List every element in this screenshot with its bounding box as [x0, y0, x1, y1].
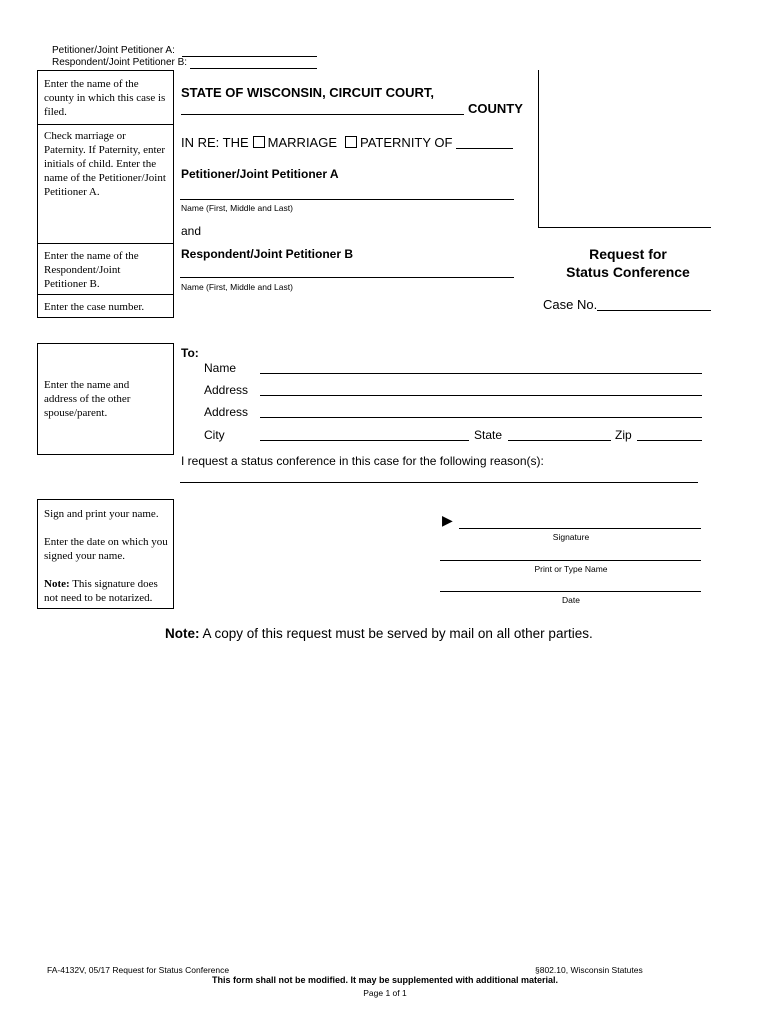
- caption-divider-vertical: [538, 70, 539, 228]
- petitioner-header-field[interactable]: [182, 56, 317, 57]
- court-heading: STATE OF WISCONSIN, CIRCUIT COURT,: [181, 85, 435, 100]
- footer-form-id: FA-4132V, 05/17 Request for Status Conference: [47, 965, 230, 975]
- instruction-date: Enter the date on which you signed your name.: [44, 536, 168, 562]
- recipient-address-field-2[interactable]: [260, 417, 702, 418]
- recipient-address-field-1[interactable]: [260, 395, 702, 396]
- city-label: City: [204, 428, 225, 442]
- address-label-2: Address: [204, 405, 249, 419]
- print-name-field[interactable]: [440, 560, 701, 561]
- county-label: COUNTY: [468, 101, 523, 116]
- form-title: [540, 245, 716, 281]
- to-label: To:: [181, 346, 199, 360]
- signature-arrow-icon: ▶: [442, 512, 453, 528]
- respondent-name-field[interactable]: [180, 277, 514, 278]
- respondent-label: Respondent/Joint Petitioner B: [181, 247, 354, 261]
- paternity-checkbox[interactable]: [345, 136, 357, 148]
- recipient-city-field[interactable]: [260, 440, 469, 441]
- signature-label: Signature: [552, 532, 590, 542]
- in-re-label: IN RE: THE: [181, 135, 249, 150]
- marriage-label: MARRIAGE: [267, 135, 338, 150]
- service-note-label: Note:: [165, 626, 200, 641]
- service-note: [165, 626, 593, 641]
- footer-notice: This form shall not be modified. It may be supplemented with additional material.: [211, 975, 559, 985]
- instruction-note-text: This signature does not need to be notarized.: [44, 578, 158, 604]
- respondent-name-hint: Name (First, Middle and Last): [181, 282, 293, 292]
- form-title-line1: Request for: [589, 246, 667, 262]
- name-label: Name: [204, 361, 237, 375]
- address-label-1: Address: [204, 383, 249, 397]
- caption-divider-horizontal: [538, 227, 711, 228]
- case-no-label: Case No.: [543, 297, 598, 312]
- recipient-state-field[interactable]: [508, 440, 611, 441]
- zip-label: Zip: [615, 428, 632, 442]
- instruction-other-spouse: Enter the name and address of the other spouse/parent.: [44, 379, 131, 419]
- instruction-note-label: Note:: [44, 578, 70, 590]
- service-note-text: A copy of this request must be served by mail on all other parties.: [199, 626, 593, 641]
- footer-statute: §802.10, Wisconsin Statutes: [535, 965, 643, 975]
- petitioner-name-field[interactable]: [180, 199, 514, 200]
- instruction-notarize: [44, 577, 168, 605]
- signature-field[interactable]: [459, 528, 701, 529]
- marriage-checkbox[interactable]: [253, 136, 265, 148]
- instruction-county: Enter the name of the county in which this case is filed.: [44, 78, 166, 118]
- instruction-marriage-paternity: Check marriage or Paternity. If Paternity, enter initials of child. Enter the name of the Petitioner/Joint Petitioner A.: [44, 130, 166, 198]
- date-field[interactable]: [440, 591, 701, 592]
- paternity-label: PATERNITY OF: [360, 135, 453, 150]
- divider: [37, 124, 174, 125]
- divider: [37, 294, 174, 295]
- form-title-line2: Status Conference: [566, 264, 690, 280]
- instruction-sign-print: Sign and print your name.: [44, 508, 159, 520]
- petitioner-label: Petitioner/Joint Petitioner A: [181, 167, 339, 181]
- print-name-label: Print or Type Name: [534, 564, 608, 574]
- reason-field[interactable]: [180, 482, 698, 483]
- reason-prompt: I request a status conference in this case for the following reason(s):: [181, 454, 544, 468]
- petitioner-header-label: Petitioner/Joint Petitioner A:: [52, 45, 175, 56]
- case-no-field[interactable]: [597, 310, 711, 311]
- and-label: and: [181, 224, 202, 238]
- date-label: Date: [562, 595, 580, 605]
- county-field[interactable]: [181, 114, 464, 115]
- respondent-header-field[interactable]: [190, 68, 317, 69]
- instruction-case-number: Enter the case number.: [44, 301, 145, 313]
- in-re-line: [181, 135, 452, 150]
- recipient-zip-field[interactable]: [637, 440, 702, 441]
- petitioner-name-hint: Name (First, Middle and Last): [181, 203, 293, 213]
- recipient-name-field[interactable]: [260, 373, 702, 374]
- instruction-respondent: Enter the name of the Respondent/Joint Petitioner B.: [44, 250, 139, 290]
- child-initials-field[interactable]: [456, 148, 513, 149]
- divider: [37, 243, 174, 244]
- state-label: State: [474, 428, 503, 442]
- respondent-header-label: Respondent/Joint Petitioner B:: [52, 57, 188, 68]
- footer-page: Page 1 of 1: [363, 988, 407, 998]
